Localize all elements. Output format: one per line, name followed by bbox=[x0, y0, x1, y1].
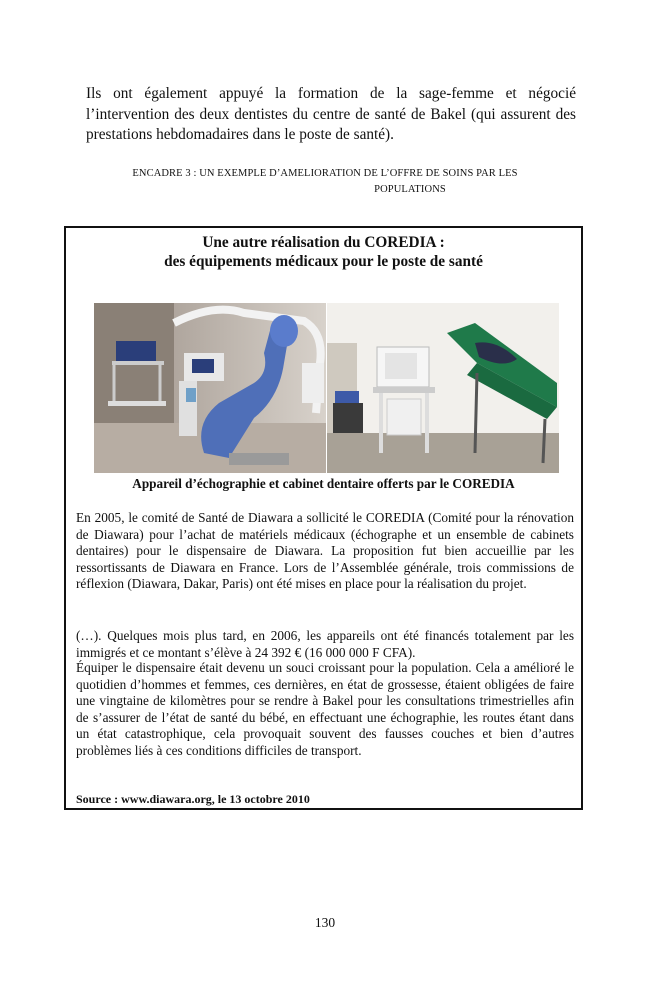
box-title-line1: Une autre réalisation du COREDIA : bbox=[202, 234, 445, 251]
ultrasound-photo bbox=[327, 303, 559, 473]
box-caption-line2: POPULATIONS bbox=[374, 184, 446, 195]
box-caption-line1: ENCADRE 3 : UN EXEMPLE D’AMELIORATION DE L’OFFRE DE SOINS PAR LES bbox=[132, 168, 518, 179]
box-caption bbox=[80, 166, 570, 198]
intro-paragraph: Ils ont également appuyé la formation de la sage-femme et négocié l’intervention des deux dentistes du centre de santé de Bakel (qui assurent des prestations hebdomadaires dans le poste de santé). bbox=[86, 85, 576, 143]
dental-chair-photo bbox=[94, 303, 326, 473]
box-paragraph-2: (…). Quelques mois plus tard, en 2006, les appareils ont été financés totalement par les immigrés et ce montant s’élève à 24 392 € (16 000 000 F CFA). bbox=[76, 628, 574, 660]
photo-caption: Appareil d’échographie et cabinet dentaire offerts par le COREDIA bbox=[132, 476, 515, 491]
box-paragraph-3: Équiper le dispensaire était devenu un souci croissant pour la population. Cela a amélioré le quotidien d’hommes et femmes, ces dernières, en état de grossesse, étaient obligées de faire une vingtaine de kilomètres pour se rendre à Bakel pour les consultations trimestrielles afin de s’assurer de l’état de santé du bébé, en effectuant une échographie, les routes étant dans un état catastrophique, cela provoquait souvent des fausses couches et bien d’autres problèmes liés à ces conditions difficiles de transport. bbox=[76, 660, 574, 758]
box-paragraph-1: En 2005, le comité de Santé de Diawara a sollicité le COREDIA (Comité pour la rénovation de Diawara) pour l’achat de matériels médicaux (échographe et un ensemble de cabinets dentaires) pour le dispensaire de Diawara. La proposition fut bien accueillie par les ressortissants de Diawara en France. Lors de l’Assemblée générale, trois commissions de réflexion (Diawara, Dakar, Paris) ont été mises en place pour la réalisation du projet. bbox=[76, 510, 574, 592]
page-number: 130 bbox=[314, 915, 336, 930]
encadre-box bbox=[64, 226, 583, 810]
source-citation: Source : www.diawara.org, le 13 octobre 2010 bbox=[76, 792, 310, 806]
box-title bbox=[66, 233, 581, 271]
box-title-line2: des équipements médicaux pour le poste de santé bbox=[164, 253, 483, 270]
